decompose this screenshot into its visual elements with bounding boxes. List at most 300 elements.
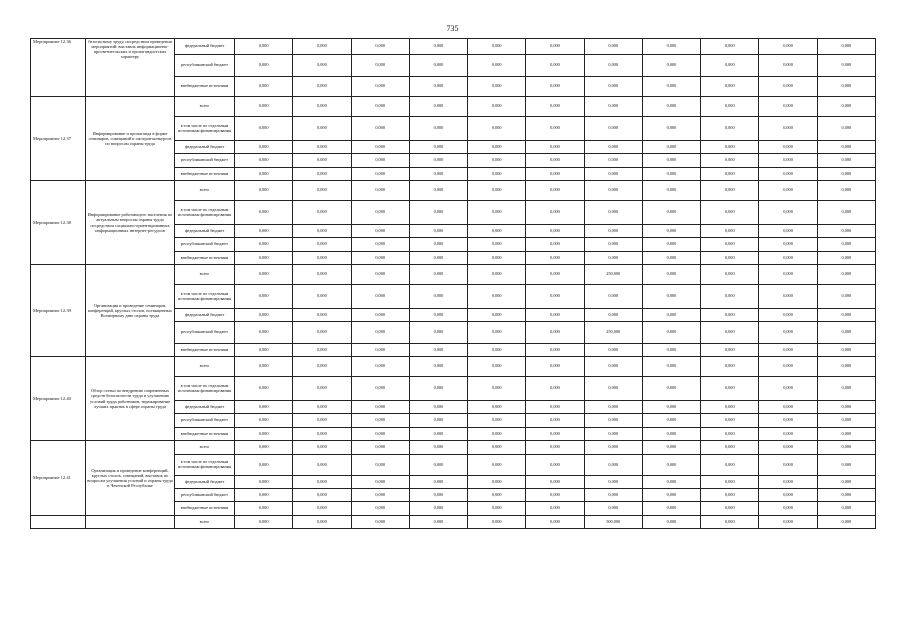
amount-cell: 0,000	[351, 97, 409, 117]
amount-cell: 0,000	[584, 344, 642, 357]
amount-cell: 0,000	[293, 414, 351, 428]
amount-cell: 0,000	[759, 441, 817, 455]
amount-cell: 0,000	[409, 441, 467, 455]
funding-source: в том числе по отдельным источникам финансирования	[175, 455, 235, 476]
amount-cell: 0,000	[817, 225, 875, 238]
amount-cell: 0,000	[642, 401, 700, 414]
amount-cell: 0,000	[526, 401, 584, 414]
amount-cell: 0,000	[759, 238, 817, 252]
funding-source: федеральный бюджет	[175, 39, 235, 55]
amount-cell: 0,000	[642, 489, 700, 502]
amount-cell: 0,000	[642, 97, 700, 117]
funding-source: внебюджетные источники	[175, 168, 235, 181]
amount-cell: 0,000	[351, 502, 409, 516]
measure-cell: Мероприятие 12.38	[31, 181, 86, 265]
amount-cell: 0,000	[293, 428, 351, 441]
funding-source: в том числе по отдельным источникам финансирования	[175, 285, 235, 309]
amount-cell: 0,000	[759, 154, 817, 168]
amount-cell: 0,000	[235, 238, 293, 252]
amount-cell: 0,000	[526, 476, 584, 489]
amount-cell: 0,000	[759, 181, 817, 201]
budget-table	[30, 38, 876, 529]
amount-cell: 0,000	[526, 285, 584, 309]
funding-source: федеральный бюджет	[175, 309, 235, 322]
amount-cell: 0,000	[468, 154, 526, 168]
amount-cell: 0,000	[817, 401, 875, 414]
amount-cell: 0,000	[468, 141, 526, 154]
amount-cell: 0,000	[526, 77, 584, 97]
amount-cell: 0,000	[701, 489, 759, 502]
amount-cell: 0,000	[351, 516, 409, 529]
amount-cell: 0,000	[526, 502, 584, 516]
funding-source: всего	[175, 516, 235, 529]
amount-cell: 0,000	[351, 377, 409, 401]
amount-cell: 0,000	[235, 252, 293, 265]
amount-cell: 0,000	[642, 225, 700, 238]
amount-cell: 0,000	[817, 414, 875, 428]
amount-cell: 0,000	[584, 401, 642, 414]
amount-cell: 0,000	[701, 441, 759, 455]
amount-cell: 0,000	[235, 265, 293, 285]
amount-cell: 0,000	[817, 489, 875, 502]
amount-cell: 0,000	[409, 265, 467, 285]
amount-cell: 0,000	[759, 55, 817, 77]
amount-cell: 0,000	[701, 428, 759, 441]
amount-cell: 0,000	[642, 476, 700, 489]
amount-cell: 0,000	[409, 502, 467, 516]
amount-cell: 0,000	[468, 322, 526, 344]
funding-source: федеральный бюджет	[175, 141, 235, 154]
amount-cell: 0,000	[701, 309, 759, 322]
amount-cell: 0,000	[293, 225, 351, 238]
amount-cell: 0,000	[351, 141, 409, 154]
funding-source: всего	[175, 441, 235, 455]
amount-cell: 0,000	[584, 455, 642, 476]
amount-cell: 0,000	[351, 238, 409, 252]
funding-source: в том числе по отдельным источникам финансирования	[175, 201, 235, 225]
amount-cell: 0,000	[642, 357, 700, 377]
amount-cell: 0,000	[351, 55, 409, 77]
amount-cell: 0,000	[409, 414, 467, 428]
amount-cell: 0,000	[409, 168, 467, 181]
amount-cell: 0,000	[642, 77, 700, 97]
amount-cell: 0,000	[468, 502, 526, 516]
measure-description	[86, 516, 175, 529]
amount-cell: 0,000	[293, 455, 351, 476]
page-number: 735	[446, 24, 459, 33]
funding-source: федеральный бюджет	[175, 401, 235, 414]
amount-cell: 0,000	[642, 309, 700, 322]
amount-cell: 0,000	[409, 39, 467, 55]
amount-cell: 0,000	[526, 377, 584, 401]
amount-cell: 0,000	[817, 441, 875, 455]
amount-cell: 0,000	[817, 516, 875, 529]
funding-source: республиканский бюджет	[175, 414, 235, 428]
amount-cell: 0,000	[759, 285, 817, 309]
amount-cell: 0,000	[468, 225, 526, 238]
amount-cell: 0,000	[526, 344, 584, 357]
measure-description: Организация и проведение семинаров, конференций, круглых столов, посвященных Всемирному дню охраны труда	[86, 265, 175, 357]
amount-cell: 0,000	[584, 285, 642, 309]
measure-description: Организация и проведение конференций, круглых столов, совещаний, выставок по вопросам улучшения условий и охраны труда в Чеченской Республике	[86, 441, 175, 516]
amount-cell: 0,000	[293, 476, 351, 489]
amount-cell: 0,000	[235, 377, 293, 401]
amount-cell: 0,000	[759, 489, 817, 502]
amount-cell: 0,000	[409, 154, 467, 168]
amount-cell: 0,000	[759, 252, 817, 265]
amount-cell: 0,000	[293, 285, 351, 309]
amount-cell: 0,000	[409, 77, 467, 97]
amount-cell: 0,000	[759, 39, 817, 55]
amount-cell: 0,000	[235, 77, 293, 97]
amount-cell: 0,000	[817, 154, 875, 168]
amount-cell: 0,000	[235, 441, 293, 455]
amount-cell: 0,000	[642, 516, 700, 529]
amount-cell: 0,000	[409, 476, 467, 489]
amount-cell: 0,000	[468, 252, 526, 265]
amount-cell: 0,000	[817, 55, 875, 77]
amount-cell: 0,000	[409, 322, 467, 344]
amount-cell: 0,000	[584, 238, 642, 252]
amount-cell: 0,000	[526, 428, 584, 441]
amount-cell: 0,000	[759, 357, 817, 377]
funding-source: республиканский бюджет	[175, 238, 235, 252]
amount-cell: 0,000	[759, 476, 817, 489]
amount-cell: 0,000	[584, 489, 642, 502]
amount-cell: 0,000	[759, 168, 817, 181]
amount-cell: 0,000	[759, 141, 817, 154]
amount-cell: 0,000	[235, 428, 293, 441]
amount-cell: 0,000	[642, 39, 700, 55]
amount-cell: 0,000	[351, 455, 409, 476]
amount-cell: 0,000	[409, 97, 467, 117]
measure-cell: Мероприятие 12.41	[31, 441, 86, 516]
amount-cell: 0,000	[293, 401, 351, 414]
table-row	[31, 516, 876, 529]
amount-cell: 0,000	[526, 309, 584, 322]
amount-cell: 0,000	[235, 168, 293, 181]
funding-source: в том числе по отдельным источникам финансирования	[175, 117, 235, 141]
amount-cell: 0,000	[642, 377, 700, 401]
amount-cell: 0,000	[409, 309, 467, 322]
amount-cell: 0,000	[701, 39, 759, 55]
amount-cell: 0,000	[235, 401, 293, 414]
amount-cell: 0,000	[817, 238, 875, 252]
amount-cell: 0,000	[293, 168, 351, 181]
amount-cell: 0,000	[351, 357, 409, 377]
amount-cell: 0,000	[526, 201, 584, 225]
table-row	[31, 357, 876, 377]
amount-cell: 0,000	[351, 252, 409, 265]
amount-cell: 0,000	[701, 117, 759, 141]
amount-cell: 0,000	[293, 154, 351, 168]
amount-cell: 0,000	[351, 117, 409, 141]
amount-cell: 0,000	[235, 322, 293, 344]
amount-cell: 0,000	[468, 201, 526, 225]
amount-cell: 0,000	[584, 154, 642, 168]
amount-cell: 0,000	[759, 117, 817, 141]
amount-cell: 0,000	[701, 97, 759, 117]
amount-cell: 0,000	[235, 414, 293, 428]
amount-cell: 0,000	[293, 55, 351, 77]
funding-source: внебюджетные источники	[175, 252, 235, 265]
amount-cell: 0,000	[526, 414, 584, 428]
amount-cell: 0,000	[642, 141, 700, 154]
amount-cell: 0,000	[817, 502, 875, 516]
funding-source: внебюджетные источники	[175, 502, 235, 516]
amount-cell: 0,000	[409, 141, 467, 154]
amount-cell: 0,000	[817, 285, 875, 309]
amount-cell: 0,000	[642, 428, 700, 441]
amount-cell: 0,000	[526, 238, 584, 252]
amount-cell: 0,000	[526, 97, 584, 117]
amount-cell: 0,000	[642, 201, 700, 225]
amount-cell: 0,000	[817, 39, 875, 55]
amount-cell: 0,000	[817, 322, 875, 344]
amount-cell: 0,000	[701, 168, 759, 181]
amount-cell: 0,000	[701, 154, 759, 168]
amount-cell: 0,000	[584, 252, 642, 265]
funding-source: всего	[175, 181, 235, 201]
funding-source: федеральный бюджет	[175, 225, 235, 238]
measure-description: Обзор статьи по внедрению современных средств безопасности труда и улучшению условий труда работников, тиражирование лучших практик в сфере охраны труда	[86, 357, 175, 441]
table-row	[31, 181, 876, 201]
amount-cell: 0,000	[759, 344, 817, 357]
amount-cell: 0,000	[409, 401, 467, 414]
measure-cell	[31, 516, 86, 529]
amount-cell: 0,000	[235, 97, 293, 117]
amount-cell: 0,000	[468, 285, 526, 309]
amount-cell: 0,000	[701, 201, 759, 225]
amount-cell: 0,000	[759, 77, 817, 97]
amount-cell: 0,000	[701, 225, 759, 238]
amount-cell: 0,000	[409, 489, 467, 502]
amount-cell: 0,000	[351, 476, 409, 489]
amount-cell: 0,000	[817, 377, 875, 401]
amount-cell: 0,000	[293, 344, 351, 357]
amount-cell: 0,000	[235, 225, 293, 238]
amount-cell: 0,000	[526, 489, 584, 502]
funding-source: федеральный бюджет	[175, 476, 235, 489]
amount-cell: 0,000	[759, 502, 817, 516]
amount-cell: 0,000	[235, 154, 293, 168]
amount-cell: 0,000	[642, 252, 700, 265]
amount-cell: 0,000	[526, 252, 584, 265]
amount-cell: 0,000	[701, 285, 759, 309]
amount-cell: 0,000	[468, 476, 526, 489]
amount-cell: 0,000	[701, 516, 759, 529]
amount-cell: 0,000	[351, 489, 409, 502]
amount-cell: 0,000	[293, 77, 351, 97]
amount-cell: 0,000	[351, 344, 409, 357]
amount-cell: 0,000	[817, 476, 875, 489]
amount-cell: 0,000	[526, 154, 584, 168]
amount-cell: 0,000	[235, 181, 293, 201]
amount-cell: 0,000	[468, 401, 526, 414]
amount-cell: 0,000	[817, 168, 875, 181]
amount-cell: 0,000	[468, 344, 526, 357]
amount-cell: 0,000	[526, 455, 584, 476]
amount-cell: 0,000	[817, 201, 875, 225]
funding-source: внебюджетные источники	[175, 77, 235, 97]
amount-cell: 0,000	[409, 357, 467, 377]
amount-cell: 0,000	[351, 309, 409, 322]
amount-cell: 0,000	[351, 322, 409, 344]
amount-cell: 0,000	[759, 377, 817, 401]
amount-cell: 0,000	[701, 265, 759, 285]
amount-cell: 0,000	[584, 168, 642, 181]
amount-cell: 250,000	[584, 322, 642, 344]
amount-cell: 0,000	[584, 77, 642, 97]
amount-cell: 0,000	[701, 414, 759, 428]
amount-cell: 0,000	[584, 39, 642, 55]
amount-cell: 0,000	[409, 238, 467, 252]
amount-cell: 0,000	[817, 141, 875, 154]
amount-cell: 0,000	[351, 285, 409, 309]
amount-cell: 0,000	[817, 428, 875, 441]
amount-cell: 0,000	[468, 39, 526, 55]
amount-cell: 0,000	[584, 141, 642, 154]
amount-cell: 0,000	[584, 502, 642, 516]
amount-cell: 0,000	[235, 489, 293, 502]
amount-cell: 0,000	[293, 377, 351, 401]
amount-cell: 0,000	[409, 428, 467, 441]
amount-cell: 0,000	[584, 377, 642, 401]
amount-cell: 0,000	[701, 322, 759, 344]
amount-cell: 0,000	[235, 201, 293, 225]
amount-cell: 0,000	[642, 344, 700, 357]
funding-source: республиканский бюджет	[175, 55, 235, 77]
amount-cell: 0,000	[409, 285, 467, 309]
funding-source: всего	[175, 97, 235, 117]
funding-source: республиканский бюджет	[175, 489, 235, 502]
amount-cell: 0,000	[235, 357, 293, 377]
amount-cell: 0,000	[584, 181, 642, 201]
amount-cell: 0,000	[584, 476, 642, 489]
amount-cell: 0,000	[293, 181, 351, 201]
amount-cell: 0,000	[701, 181, 759, 201]
amount-cell: 0,000	[293, 117, 351, 141]
amount-cell: 0,000	[293, 489, 351, 502]
amount-cell: 0,000	[293, 516, 351, 529]
amount-cell: 0,000	[759, 516, 817, 529]
amount-cell: 0,000	[351, 401, 409, 414]
amount-cell: 0,000	[642, 238, 700, 252]
measure-cell: Мероприятие 12.40	[31, 357, 86, 441]
amount-cell: 0,000	[701, 401, 759, 414]
amount-cell: 0,000	[526, 181, 584, 201]
amount-cell: 0,000	[817, 97, 875, 117]
amount-cell: 0,000	[235, 344, 293, 357]
amount-cell: 0,000	[701, 238, 759, 252]
amount-cell: 0,000	[235, 39, 293, 55]
amount-cell: 0,000	[235, 117, 293, 141]
amount-cell: 0,000	[642, 154, 700, 168]
amount-cell: 0,000	[468, 55, 526, 77]
amount-cell: 0,000	[701, 77, 759, 97]
amount-cell: 0,000	[759, 265, 817, 285]
amount-cell: 0,000	[584, 357, 642, 377]
amount-cell: 0,000	[759, 309, 817, 322]
amount-cell: 0,000	[468, 441, 526, 455]
funding-source: всего	[175, 265, 235, 285]
amount-cell: 0,000	[235, 476, 293, 489]
amount-cell: 0,000	[759, 455, 817, 476]
amount-cell: 250,000	[584, 265, 642, 285]
amount-cell: 0,000	[293, 97, 351, 117]
amount-cell: 0,000	[817, 344, 875, 357]
amount-cell: 0,000	[468, 516, 526, 529]
amount-cell: 0,000	[351, 77, 409, 97]
amount-cell: 0,000	[642, 322, 700, 344]
amount-cell: 0,000	[468, 489, 526, 502]
amount-cell: 0,000	[293, 201, 351, 225]
amount-cell: 0,000	[584, 225, 642, 238]
amount-cell: 0,000	[468, 428, 526, 441]
amount-cell: 0,000	[817, 181, 875, 201]
amount-cell: 0,000	[701, 476, 759, 489]
amount-cell: 0,000	[293, 39, 351, 55]
amount-cell: 0,000	[468, 117, 526, 141]
amount-cell: 0,000	[293, 265, 351, 285]
amount-cell: 0,000	[351, 441, 409, 455]
amount-cell: 0,000	[293, 252, 351, 265]
amount-cell: 0,000	[642, 455, 700, 476]
amount-cell: 0,000	[526, 117, 584, 141]
amount-cell: 0,000	[293, 357, 351, 377]
funding-source: внебюджетные источники	[175, 344, 235, 357]
amount-cell: 0,000	[642, 441, 700, 455]
amount-cell: 0,000	[817, 265, 875, 285]
amount-cell: 0,000	[701, 455, 759, 476]
amount-cell: 0,000	[235, 141, 293, 154]
amount-cell: 0,000	[293, 141, 351, 154]
amount-cell: 0,000	[584, 117, 642, 141]
amount-cell: 0,000	[526, 322, 584, 344]
amount-cell: 0,000	[526, 39, 584, 55]
amount-cell: 0,000	[409, 225, 467, 238]
amount-cell: 0,000	[409, 455, 467, 476]
amount-cell: 0,000	[642, 168, 700, 181]
amount-cell: 0,000	[701, 141, 759, 154]
amount-cell: 0,000	[701, 502, 759, 516]
amount-cell: 0,000	[409, 377, 467, 401]
amount-cell: 0,000	[817, 117, 875, 141]
amount-cell: 0,000	[759, 401, 817, 414]
amount-cell: 0,000	[409, 201, 467, 225]
amount-cell: 0,000	[642, 181, 700, 201]
amount-cell: 0,000	[759, 97, 817, 117]
amount-cell: 0,000	[642, 414, 700, 428]
amount-cell: 0,000	[235, 309, 293, 322]
amount-cell: 0,000	[351, 168, 409, 181]
amount-cell: 0,000	[526, 357, 584, 377]
amount-cell: 0,000	[468, 414, 526, 428]
amount-cell: 0,000	[701, 344, 759, 357]
amount-cell: 0,000	[293, 441, 351, 455]
amount-cell: 0,000	[293, 502, 351, 516]
amount-cell: 0,000	[817, 77, 875, 97]
amount-cell: 0,000	[468, 238, 526, 252]
funding-source: республиканский бюджет	[175, 154, 235, 168]
amount-cell: 500,000	[584, 516, 642, 529]
amount-cell: 0,000	[351, 201, 409, 225]
amount-cell: 0,000	[526, 516, 584, 529]
amount-cell: 0,000	[468, 265, 526, 285]
amount-cell: 0,000	[817, 455, 875, 476]
funding-source: всего	[175, 357, 235, 377]
amount-cell: 0,000	[759, 428, 817, 441]
